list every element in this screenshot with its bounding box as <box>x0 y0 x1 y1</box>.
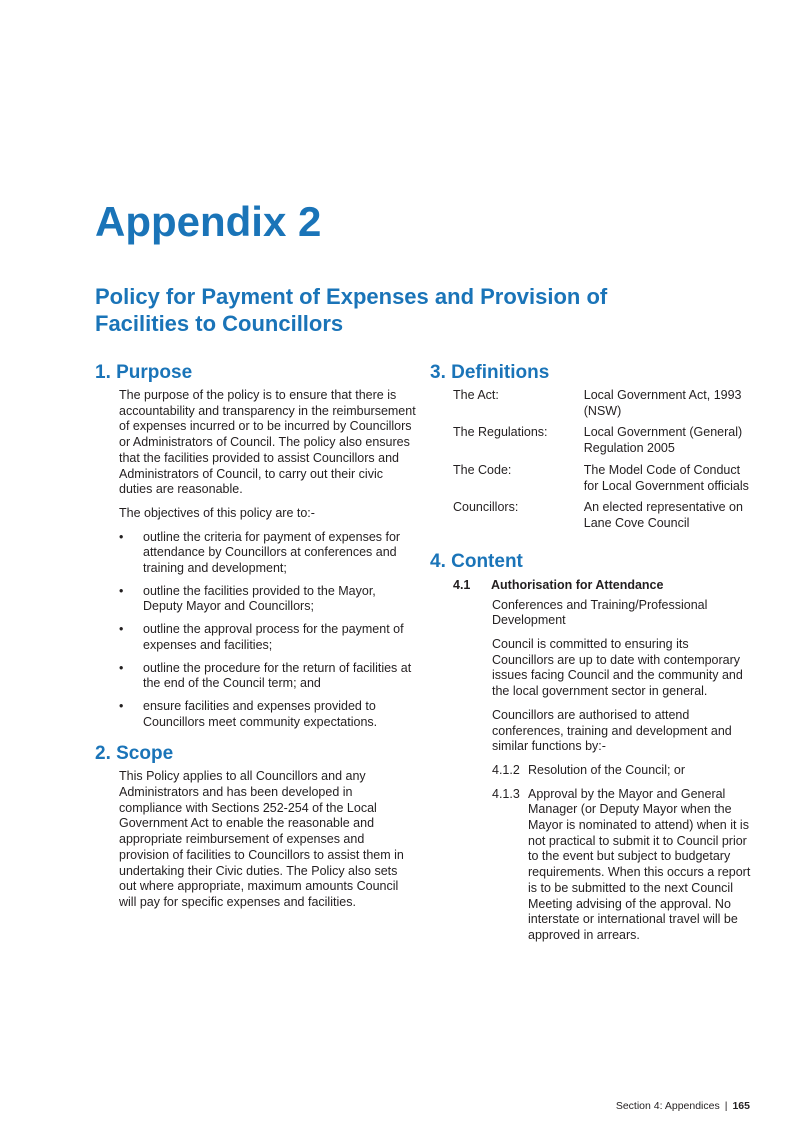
objective-text: outline the facilities provided to the Mayor, Deputy Mayor and Councillors; <box>143 583 376 614</box>
list-item <box>119 699 417 730</box>
definition-text: Local Government Act, 1993 (NSW) <box>583 388 742 418</box>
definitions-heading: 3. Definitions <box>430 362 550 383</box>
table-row <box>453 425 752 462</box>
definition-text: The Model Code of Conduct for Local Government officials <box>583 462 749 493</box>
subsection-number: 4.1 <box>453 577 471 592</box>
bullet-icon: • <box>119 622 124 637</box>
subsection-body <box>492 598 752 944</box>
definition-term: The Regulations: <box>453 425 548 440</box>
bullet-icon: • <box>119 660 124 675</box>
appendix-title: Appendix 2 <box>95 198 322 245</box>
table-row <box>453 388 752 425</box>
right-column <box>430 361 752 952</box>
content-paragraph: Conferences and Training/Professional Development <box>492 597 708 628</box>
objective-text: ensure facilities and expenses provided to Councillors meet community expectations. <box>143 698 378 729</box>
list-item <box>119 584 417 615</box>
table-row <box>453 500 752 537</box>
list-item <box>492 763 752 779</box>
bullet-icon: • <box>119 698 124 713</box>
list-item <box>492 787 752 944</box>
left-column <box>95 361 417 919</box>
page-number: 165 <box>732 1100 750 1112</box>
objective-text: outline the approval process for the payment of expenses and facilities; <box>143 622 404 652</box>
item-number: 4.1.3 <box>492 786 520 801</box>
list-item <box>119 661 417 692</box>
page-footer <box>616 1100 750 1112</box>
subsection-heading <box>453 577 752 593</box>
list-item <box>119 530 417 577</box>
definitions-section <box>430 361 752 538</box>
policy-title: Policy for Payment of Expenses and Provision of Facilities to Councillors <box>95 284 608 336</box>
content-section <box>430 550 752 944</box>
content-paragraph: Council is committed to ensuring its Councillors are up to date with contemporary issues facing Council and the community and the local government sector in general. <box>492 637 743 699</box>
bullet-icon: • <box>119 529 124 544</box>
item-text: Approval by the Mayor and General Manager (or Deputy Mayor when the Mayor is nominated to attend) when it is not practical to submit it to Council prior to the event but subject to budgetary requirements. When this occurs a report is to be submitted to the next Council Meeting advising of the approval. No interstate or international travel will be approved in arrears. <box>528 786 751 942</box>
scope-body <box>119 769 417 910</box>
subsection-title: Authorisation for Attendance <box>491 577 664 592</box>
purpose-paragraph: The purpose of the policy is to ensure that there is accountability and transparency in the reimbursement of expenses incurred or to be incurred by Councillors or Administrators of Council. The policy also ensures that the facilities provided to assist Councillors and Administrators of Council, to carry out their civic duties are reasonable. <box>119 388 416 497</box>
objective-text: outline the criteria for payment of expenses for attendance by Councillors at conferences and training and development; <box>143 529 401 576</box>
definition-term: The Code: <box>453 462 512 477</box>
scope-section <box>95 742 417 910</box>
definition-text: An elected representative on Lane Cove Council <box>583 500 743 530</box>
scope-paragraph: This Policy applies to all Councillors and any Administrators and has been developed in compliance with Sections 252-254 of the Local Government Act to enable the reasonable and appropriate reimbursement of expenses and provision of facilities to Councillors to assist them in undertaking their Civic duties. The Policy also sets out where appropriate, maximum amounts Council will pay for specific expenses and facilities. <box>119 769 404 909</box>
content-paragraph: Councillors are authorised to attend conferences, training and development and similar functions by:- <box>492 707 732 754</box>
table-row <box>453 463 752 500</box>
objectives-list <box>119 530 417 731</box>
item-text: Resolution of the Council; or <box>528 762 686 777</box>
purpose-body <box>119 388 417 730</box>
scope-heading: 2. Scope <box>95 743 174 765</box>
content-heading: 4. Content <box>430 550 523 572</box>
item-number: 4.1.2 <box>492 762 520 777</box>
definitions-table <box>453 388 752 538</box>
list-item <box>119 622 417 653</box>
objectives-intro: The objectives of this policy are to:- <box>119 505 315 520</box>
definition-text: Local Government (General) Regulation 2005 <box>583 425 743 456</box>
definition-term: Councillors: <box>453 500 519 515</box>
bullet-icon: • <box>119 583 124 598</box>
footer-separator: | <box>724 1100 728 1112</box>
objective-text: outline the procedure for the return of facilities at the end of the Council term; and <box>143 660 412 691</box>
purpose-heading: 1. Purpose <box>95 362 193 383</box>
definition-term: The Act: <box>453 388 499 402</box>
purpose-section <box>95 361 417 730</box>
footer-section-label: Section 4: Appendices <box>615 1100 720 1112</box>
